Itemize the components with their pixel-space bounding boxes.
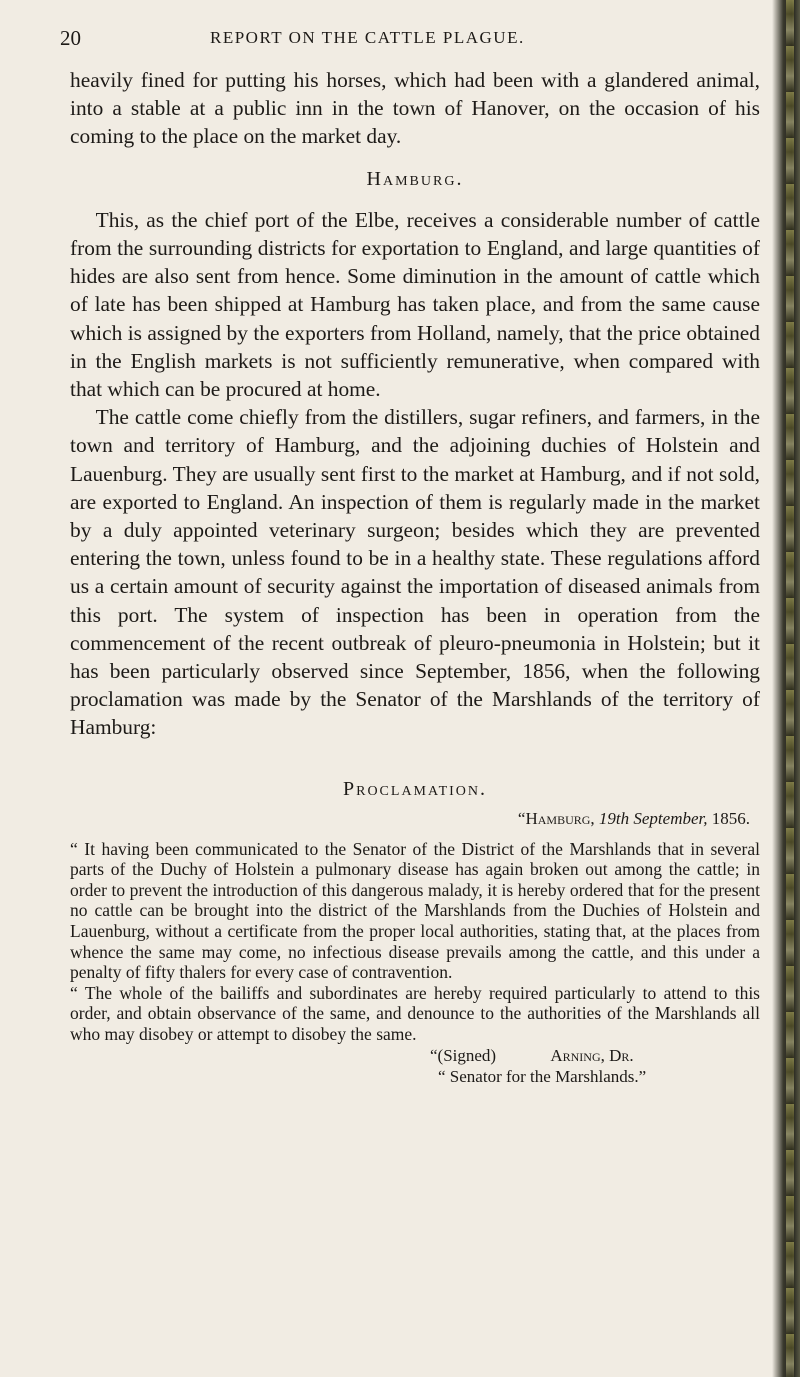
date-place: “Hamburg, [517, 808, 595, 828]
main-text [70, 66, 760, 742]
page-header [60, 26, 760, 66]
book-edge-stripe [786, 0, 794, 1377]
section-heading: Hamburg. [366, 167, 464, 190]
hamburg-paragraph-2: The cattle come chiefly from the distillers, sugar refiners, and farmers, in the town and territory of Hamburg, and the adjoining duchies of Holstein and Lauenburg. They are usually sent first to the market at Hamburg, and if not sold, are exported to England. An inspection of them is regularly made in the market by a duly appointed veterinary surgeon; besides which they are prevented entering the town, unless found to be in a healthy state. These regulations afford us a certain amount of security against the importation of diseased animals from this port. The system of inspection has been in operation from the commencement of the recent outbreak of pleuro-pneumonia in Holstein; but it has been particularly observed since September, 1856, when the following proclamation was made by the Senator of the Marshlands of the territory of Hamburg: [70, 405, 760, 740]
running-head: REPORT ON THE CATTLE PLAGUE. [210, 28, 525, 47]
signature-line [70, 1045, 760, 1066]
proclamation-date [70, 809, 750, 829]
signer-title: “ Senator for the Marshlands.” [438, 1066, 647, 1086]
proclamation-paragraph-1: “ It having been communicated to the Senator of the District of the Marshlands that in several parts of the Duchy of Holstein a pulmonary disease has again broken out among the cattle; in order to prevent the introduction of this dangerous malady, it is hereby ordered that for the present no cattle can be brought into the district of the Marshlands from the Duchies of Holstein and Lauenburg, without a certificate from the proper local authorities, stating that, at the places from whence the same may come, no infectious disease prevails among the cattle, and this under a penalty of fifty thalers for every case of contravention. [70, 838, 760, 983]
opening-paragraph: heavily fined for putting his horses, which had been with a glandered animal, into a stable at a public inn in the town of Hanover, on the occasion of his coming to the place on the market day. [70, 68, 760, 149]
signed-label: “(Signed) [430, 1045, 497, 1065]
signer-name: Arning, Dr. [550, 1045, 634, 1065]
hamburg-paragraph-1: This, as the chief port of the Elbe, receives a considerable number of cattle from the surrounding districts for exportation to England, and large quantities of hides are also sent from hence. Some diminution in the amount of cattle which of late has been shipped at Hamburg has taken place, and from the same cause which is assigned by the exporters from Holland, namely, that the price obtained in the English markets is not sufficiently remunerative, when compared with that which can be procured at home. [70, 207, 760, 402]
proclamation-text [70, 839, 760, 1045]
proclamation-heading: Proclamation. [342, 777, 487, 800]
date-day: 19th September, [598, 808, 708, 828]
book-page [60, 26, 760, 1087]
proclamation-paragraph-2: “ The whole of the bailiffs and subordinates are hereby required particularly to attend to this order, and obtain observance of the same, and denounce to the authorities of the Marshlands all who may disobey or attempt to disobey the same. [70, 982, 760, 1045]
page-number: 20 [60, 26, 81, 50]
date-year: 1856. [711, 808, 750, 828]
